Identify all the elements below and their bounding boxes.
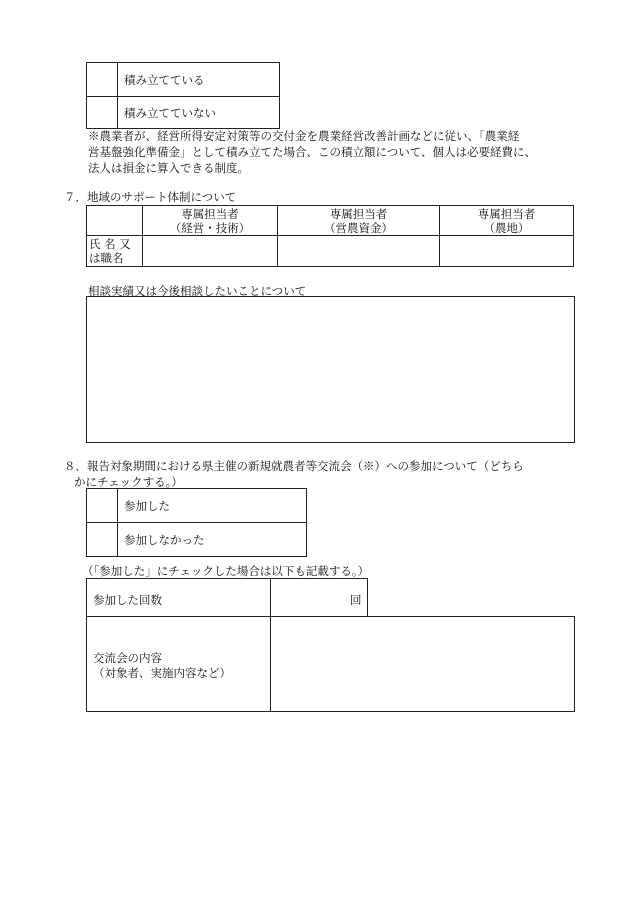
farming-funds-name-input[interactable]: [278, 236, 440, 267]
savings-yes-checkbox[interactable]: [87, 63, 118, 97]
not-participated-checkbox[interactable]: [87, 523, 118, 557]
savings-choice-table: [86, 62, 280, 129]
event-content-row: [86, 616, 575, 712]
event-content-input[interactable]: [271, 617, 574, 711]
section7-heading: ７．地域のサポート体制について: [64, 190, 237, 204]
header-farming-funds: 専属担当者 （営農資金）: [278, 206, 440, 236]
count-unit: 回: [350, 593, 362, 607]
farmland-name-input[interactable]: [440, 236, 574, 267]
participated-checkbox[interactable]: [87, 489, 118, 523]
management-tech-name-input[interactable]: [143, 236, 278, 267]
support-staff-table: [86, 205, 574, 267]
not-participated-label: 参加しなかった: [118, 523, 307, 557]
savings-no-checkbox[interactable]: [87, 97, 118, 129]
savings-no-label: 積み立てていない: [118, 97, 280, 129]
consult-textarea[interactable]: [86, 296, 575, 443]
participation-instruction: （「参加した」にチェックした場合は以下も記載する。）: [82, 564, 370, 578]
name-or-title-label: 氏 名 又 は職名: [87, 236, 143, 267]
participation-count-row: [86, 578, 368, 617]
count-label: 参加した回数: [93, 593, 162, 607]
savings-yes-label: 積み立てている: [118, 63, 280, 97]
section8-heading: ８．報告対象期間における県主催の新規就農者等交流会（※）への参加について（どちら かにチェックする。）: [64, 459, 524, 489]
participated-label: 参加した: [118, 489, 307, 523]
header-farmland: 専属担当者 （農地）: [440, 206, 574, 236]
savings-note: ※農業者が、経営所得安定対策等の交付金を農業経営改善計画などに従い、「農業経 営基盤強化準備金」として積み立てた場合、この積立額について、個人は必要経費に、 法人は損金に算入できる制度。: [88, 129, 537, 175]
header-blank-cell: [87, 206, 143, 236]
participation-count-input[interactable]: [271, 579, 351, 617]
content-label: 交流会の内容 （対象者、実施内容など）: [93, 651, 231, 680]
consult-label: 相談実績又は今後相談したいことについて: [88, 284, 307, 298]
header-management-tech: 専属担当者 （経営・技術）: [143, 206, 278, 236]
participation-choice-table: [86, 488, 307, 557]
